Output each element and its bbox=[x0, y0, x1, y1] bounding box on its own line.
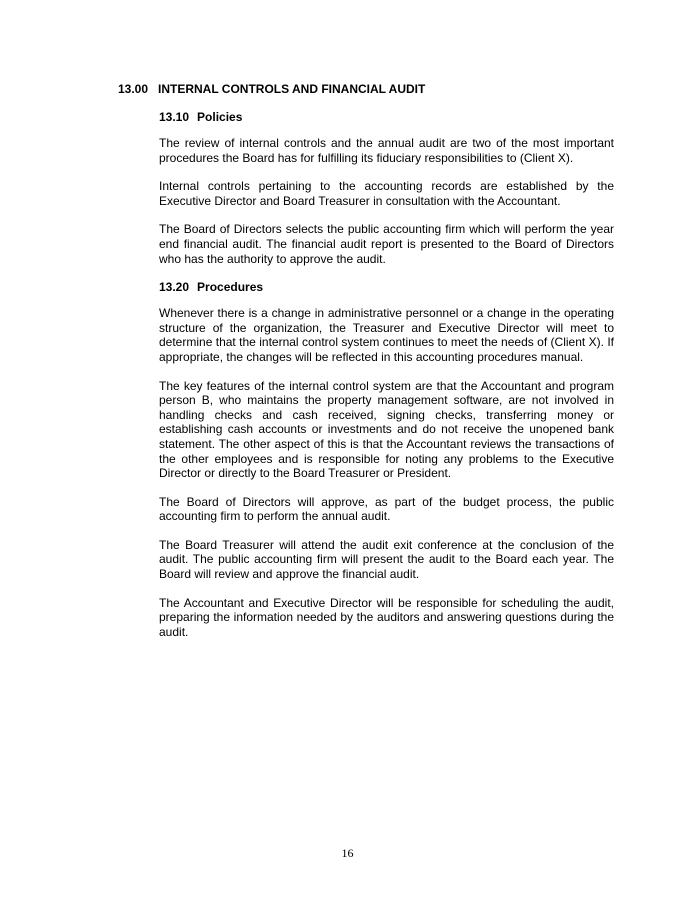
section-heading bbox=[118, 82, 425, 97]
procedures-paragraph-3: The Board of Directors will approve, as part of the budget process, the public accounting firm to perform the annual audit. bbox=[159, 494, 614, 524]
procedures-paragraph-1: Whenever there is a change in administrative personnel or a change in the operating structure of the organization, the Treasurer and Executive Director will meet to determine that the internal control system continues to meet the needs of (Client X). If appropriate, the changes will be reflected in this accounting procedures manual. bbox=[159, 306, 614, 364]
policies-number: 13.10 bbox=[159, 110, 190, 124]
page-number: 16 bbox=[341, 846, 354, 860]
procedures-paragraph-5: The Accountant and Executive Director will be responsible for scheduling the audit, preparing the information needed by the auditors and answering questions during the audit. bbox=[159, 595, 614, 639]
policies-paragraph-3: The Board of Directors selects the public accounting firm which will perform the year end financial audit. The financial audit report is presented to the Board of Directors who has the authority to approve the audit. bbox=[159, 222, 614, 266]
section-title: INTERNAL CONTROLS AND FINANCIAL AUDIT bbox=[158, 82, 426, 96]
section-content bbox=[159, 110, 614, 653]
procedures-title: Procedures bbox=[197, 280, 264, 295]
procedures-paragraph-2: The key features of the internal control system are that the Accountant and program person B, who maintains the property management software, are not involved in handling checks and cash received, signing checks, transferring money or establishing cash accounts or investments and do not receive the unopened bank statement. The other aspect of this is that the Accountant reviews the transactions of the other employees and is responsible for noting any problems to the Executive Director or directly to the Board Treasurer or President. bbox=[159, 378, 614, 481]
policies-paragraph-2: Internal controls pertaining to the accounting records are established by the Executive Director and Board Treasurer in consultation with the Accountant. bbox=[159, 179, 614, 208]
section-number: 13.00 bbox=[118, 82, 149, 96]
procedures-heading bbox=[159, 280, 614, 295]
procedures-number: 13.20 bbox=[159, 280, 190, 295]
policies-heading bbox=[159, 110, 614, 125]
procedures-paragraph-4: The Board Treasurer will attend the audit exit conference at the conclusion of the audit. The public accounting firm will present the audit to the Board each year. The Board will review and approve the financial audit. bbox=[159, 537, 614, 582]
policies-paragraph-1: The review of internal controls and the annual audit are two of the most important procedures the Board has for fulfilling its fiduciary responsibilities to (Client X). bbox=[159, 136, 614, 165]
policies-title: Policies bbox=[197, 110, 243, 124]
